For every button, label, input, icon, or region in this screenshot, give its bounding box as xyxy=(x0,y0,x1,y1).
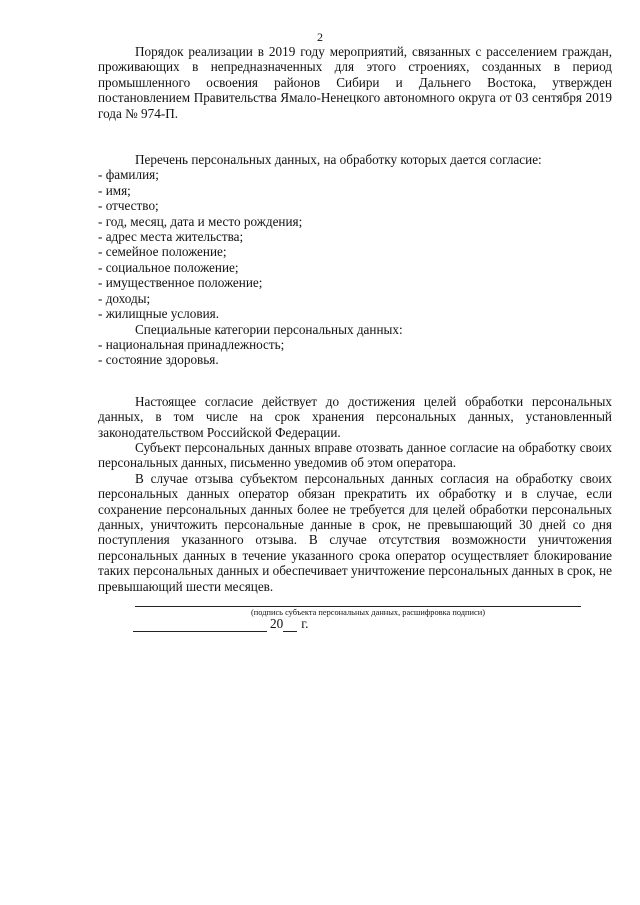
special-categories-heading: Специальные категории персональных данных: xyxy=(135,321,403,337)
withdrawal-consequences-paragraph: В случае отзыва субъектом персональных данных согласия на обработку своих персональных данных оператор обязан прекратить их обработку и в случае, если сохранение персональных данных более не требуется для целей обработки персональных данных, уничтожить персональные данные в срок, не превышающий 30 дней со дня поступления указанного отзыва. В случае отсутствия возможности уничтожения персональных данных в течение указанного срока оператор осуществляет блокирование таких персональных данных и обеспечивает уничтожение персональных данных в срок, не превышающий шести месяцев. xyxy=(98,470,612,594)
signature-line[interactable] xyxy=(135,594,581,607)
list-item: - состояние здоровья. xyxy=(98,352,219,368)
list-item: - фамилия; xyxy=(98,167,159,183)
validity-paragraph: Настоящее согласие действует до достижения целей обработки персональных данных, в том числе на срок хранения персональных данных, установленный законодательством Российской Федерации. xyxy=(98,393,612,440)
page-number: 2 xyxy=(317,30,323,44)
year-suffix: г. xyxy=(301,616,309,631)
list-item: - доходы; xyxy=(98,290,151,306)
list-item: - год, месяц, дата и место рождения; xyxy=(98,213,303,229)
list-item: - национальная принадлежность; xyxy=(98,336,285,352)
withdrawal-paragraph: Субъект персональных данных вправе отозвать данное согласие на обработку своих персональных данных, письменно уведомив об этом оператора. xyxy=(98,439,612,471)
date-field[interactable] xyxy=(133,619,267,632)
list-item: - семейное положение; xyxy=(98,244,227,260)
year-field[interactable] xyxy=(283,619,297,632)
personal-data-heading: Перечень персональных данных, на обработку которых дается согласие: xyxy=(135,152,542,168)
list-item: - адрес места жительства; xyxy=(98,229,244,245)
document-body xyxy=(98,44,612,594)
year-prefix: 20 xyxy=(270,616,284,631)
intro-paragraph: Порядок реализации в 2019 году мероприятий, связанных с расселением граждан, проживающих в непредназначенных для этого строениях, созданных в период промышленного освоения районов Сибири и Дальнего Востока, утвержден постановлением Правительства Ямало-Ненецкого автономного округа от 03 сентября 2019 года № 974-П. xyxy=(98,44,612,121)
personal-data-list xyxy=(98,167,612,321)
personal-data-section xyxy=(98,152,612,368)
signature-block xyxy=(135,594,581,618)
list-item: - имущественное положение; xyxy=(98,275,263,291)
date-row xyxy=(133,616,308,632)
list-item: - жилищные условия. xyxy=(98,306,219,322)
list-item: - отчество; xyxy=(98,198,159,214)
special-categories-list xyxy=(98,337,612,368)
list-item: - имя; xyxy=(98,182,131,198)
list-item: - социальное положение; xyxy=(98,259,239,275)
signature-caption: (подпись субъекта персональных данных, расшифровка подписи) xyxy=(251,608,485,617)
